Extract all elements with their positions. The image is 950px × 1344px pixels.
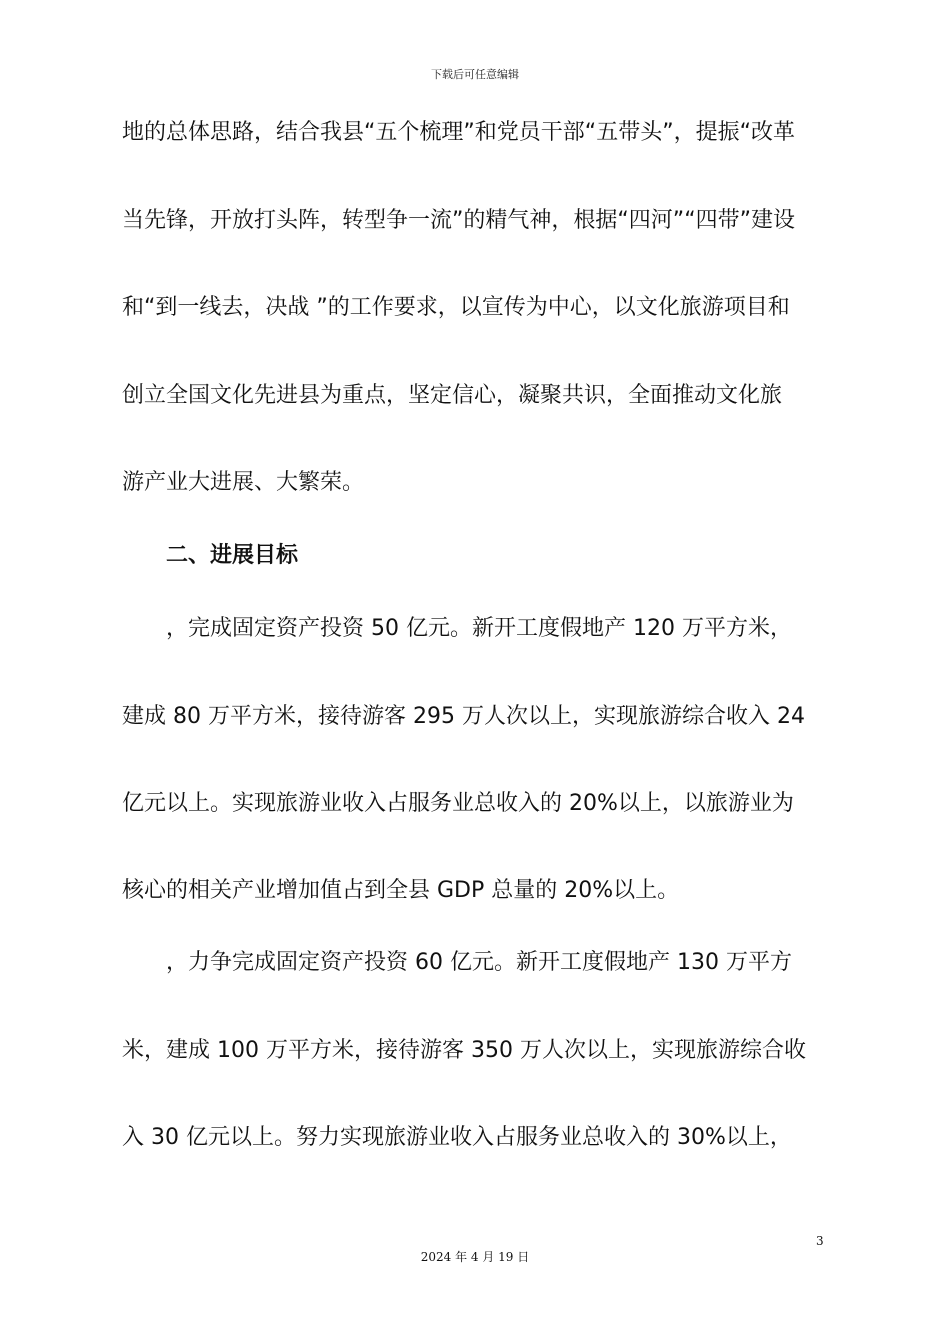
paragraph-line: 和“到一线去，决战 ”的工作要求，以宣传为中心，以文化旅游项目和 (122, 295, 790, 320)
page-footer-date: 2024 年 4 月 19 日 (420, 1250, 530, 1264)
paragraph-line: 亿元以上。实现旅游业收入占服务业总收入的 20%以上，以旅游业为 (122, 791, 794, 816)
section-heading: 二、进展目标 (166, 543, 299, 568)
paragraph-line: 当先锋，开放打头阵，转型争一流”的精气神，根据“四河”“四带”建设 (122, 208, 795, 233)
paragraph-line: 核心的相关产业增加值占到全县 GDP 总量的 20%以上。 (122, 878, 680, 903)
page-number: 3 (816, 1234, 824, 1248)
paragraph-line: ，力争完成固定资产投资 60 亿元。新开工度假地产 130 万平方 (166, 950, 792, 975)
paragraph-line: ，完成固定资产投资 50 亿元。新开工度假地产 120 万平方米， (166, 616, 792, 641)
paragraph-line: 创立全国文化先进县为重点，坚定信心，凝聚共识，全面推动文化旅 (122, 383, 783, 408)
paragraph-line: 建成 80 万平方米，接待游客 295 万人次以上，实现旅游综合收入 24 (122, 704, 805, 729)
paragraph-line: 地的总体思路，结合我县“五个梳理”和党员干部“五带头”，提振“改革 (122, 120, 795, 145)
page-header: 下载后可任意编辑 (431, 68, 519, 81)
paragraph-line: 入 30 亿元以上。努力实现旅游业收入占服务业总收入的 30%以上， (122, 1125, 792, 1150)
paragraph-line: 米，建成 100 万平方米，接待游客 350 万人次以上，实现旅游综合收 (122, 1038, 806, 1063)
paragraph-line: 游产业大进展、大繁荣。 (122, 470, 365, 495)
